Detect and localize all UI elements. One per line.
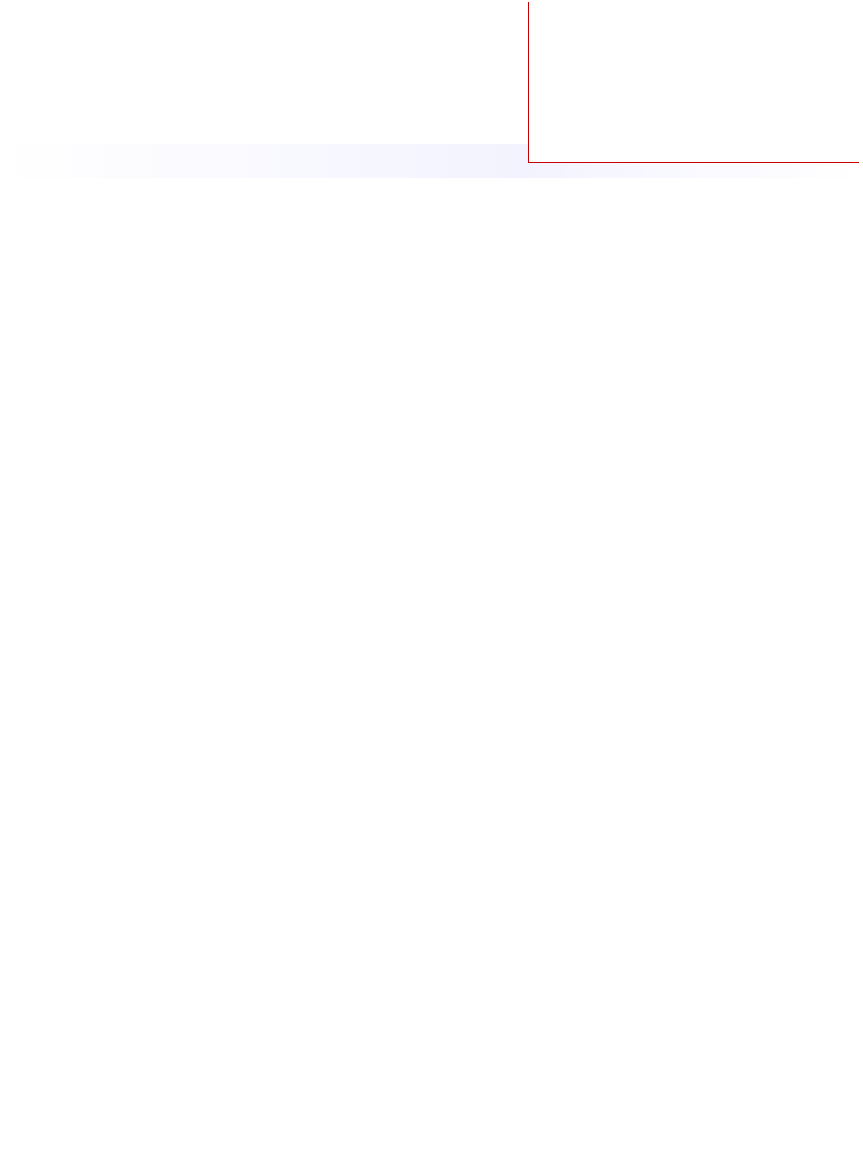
overlay-panel (528, 2, 859, 163)
title-artwork (125, 30, 143, 130)
title-char (118, 30, 132, 130)
title-char (130, 30, 144, 130)
title-char (124, 30, 138, 130)
title-char (136, 30, 150, 130)
